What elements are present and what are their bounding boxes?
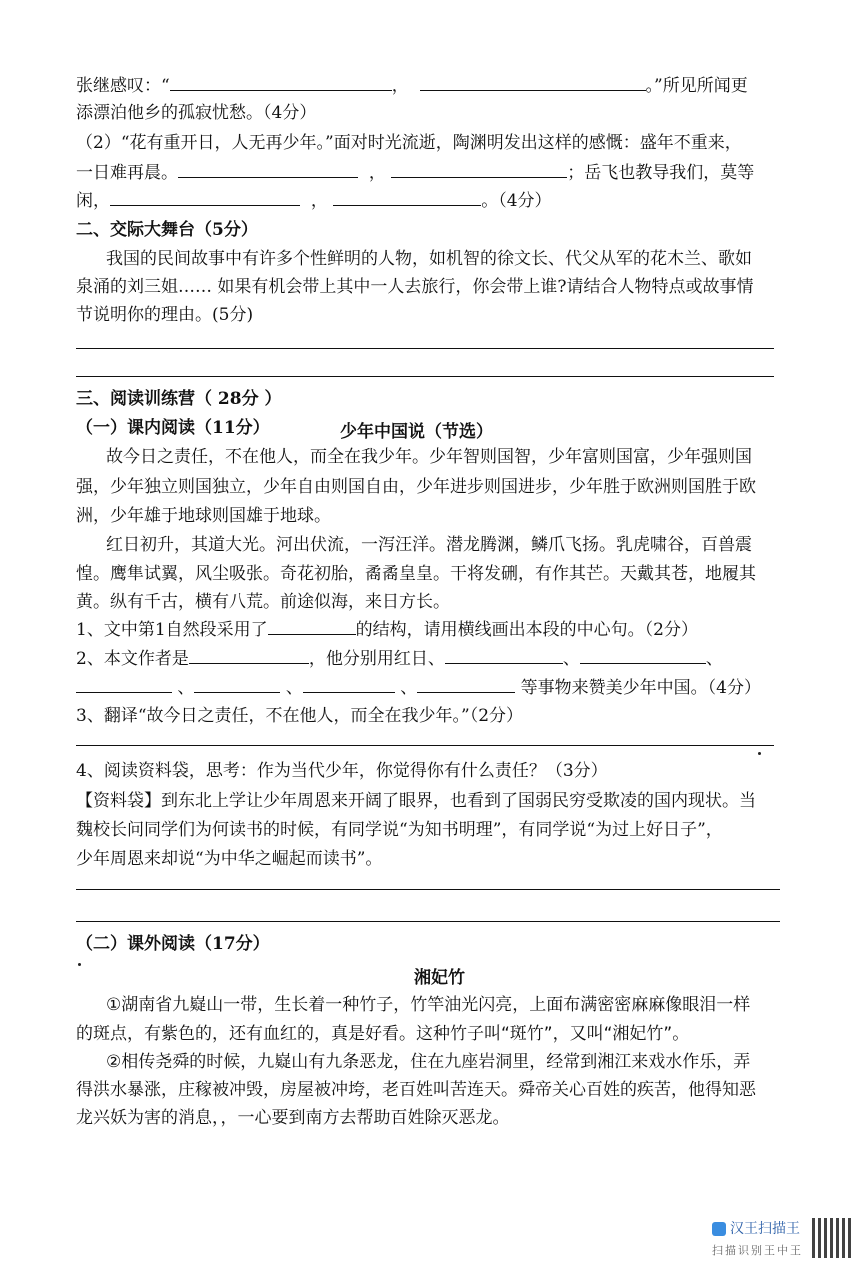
blank <box>580 647 706 664</box>
q1-line5-comma: ， <box>310 191 328 211</box>
blank <box>391 161 567 178</box>
passage2-line: 得洪水暴涨，庄稼被冲毁，房屋被冲垮，老百姓叫苦连天。舜帝关心百姓的疾苦，他得知恶 <box>76 1080 756 1100</box>
section2-p2: 泉涌的刘三姐…… 如果有机会带上其中一人去旅行，你会带上谁?请结合人物特点或故事情 <box>76 277 754 297</box>
ref-line: 【资料袋】到东北上学让少年周恩来开阔了眼界，也看到了国弱民穷受欺凌的国内现状。当 <box>76 791 756 811</box>
ref-line: 魏校长问同学们为何读书的时候，有同学说“为知书明理”，有同学说“为过上好日子”， <box>76 820 723 840</box>
blank <box>76 676 172 693</box>
blank <box>303 676 395 693</box>
q-text: 、 <box>562 649 580 669</box>
answer-line[interactable] <box>76 348 774 349</box>
q-text: ，他分别用红日、 <box>308 649 445 669</box>
q1-line5-end: 。（4分） <box>481 191 552 211</box>
passage2-line: ①湖南省九嶷山一带，生长着一种竹子，竹竿油光闪亮，上面布满密密麻麻像眼泪一样 <box>106 995 751 1015</box>
question-4: 4、阅读资料袋，思考：作为当代少年，你觉得你有什么责任？（3分） <box>76 761 608 781</box>
para2-line: 惶。鹰隼试翼，风尘吸张。奇花初胎，矞矞皇皇。干将发硎，有作其芒。天戴其苍，地履其 <box>76 564 756 584</box>
q1-line4-end: ；岳飞也教导我们，莫等 <box>567 163 755 183</box>
blank <box>417 676 515 693</box>
passage2-line: 的斑点，有紫色的，还有血红的，真是好看。这种竹子叫“斑竹”，又叫“湘妃竹”。 <box>76 1024 690 1044</box>
section3-sub2: （二）课外阅读（17分） <box>76 934 270 954</box>
blank <box>178 161 358 178</box>
para2-line: 红日初升，其道大光。河出伏流，一泻汪洋。潜龙腾渊，鳞爪飞扬。乳虎啸谷，百兽震 <box>106 535 752 555</box>
passage-title: 少年中国说（节选） <box>340 422 493 442</box>
scan-speck <box>78 963 81 966</box>
question-2 <box>76 647 800 670</box>
blank <box>333 189 481 206</box>
section2-p3: 节说明你的理由。(5分) <box>76 305 254 325</box>
qr-code-icon <box>812 1218 852 1258</box>
q1-line1-start: 张继感叹：“ <box>76 76 170 96</box>
question-1 <box>76 618 800 641</box>
q1-line4 <box>76 161 800 184</box>
passage2-line: ②相传尧舜的时候，九嶷山有九条恶龙，住在九座岩洞里，经常到湘江来戏水作乐，弄 <box>106 1052 751 1072</box>
para1-line: 洲，少年雄于地球则国雄于地球。 <box>76 506 331 526</box>
q-text: 、 <box>177 678 195 698</box>
q1-line2: 添漂泊他乡的孤寂忧愁。（4分） <box>76 103 317 123</box>
q1-line5-start: 闲， <box>76 191 110 211</box>
answer-line[interactable] <box>76 921 780 922</box>
ref-line: 少年周恩来却说“为中华之崛起而读书”。 <box>76 849 383 869</box>
section2-heading: 二、交际大舞台（5分） <box>76 220 258 240</box>
q-text: 2、本文作者是 <box>76 649 189 669</box>
blank <box>268 618 356 635</box>
q1-line1 <box>76 74 800 97</box>
passage2-title: 湘妃竹 <box>414 968 465 988</box>
passage2-line: 龙兴妖为害的消息，，一心要到南方去帮助百姓除灭恶龙。 <box>76 1108 510 1128</box>
section3-heading: 三、阅读训练营（ 28分 ） <box>76 389 282 409</box>
blank <box>110 189 300 206</box>
q-text: 的结构，请用横线画出本段的中心句。（2分） <box>355 620 698 640</box>
para1-line: 强，少年独立则国独立，少年自由则国自由，少年进步则国进步，少年胜于欧洲则国胜于欧 <box>76 477 756 497</box>
section2-p1: 我国的民间故事中有许多个性鲜明的人物，如机智的徐文长、代父从军的花木兰、歌如 <box>106 249 752 269</box>
q-text: 等事物来赞美少年中国。（4分） <box>520 678 761 698</box>
q1-line1-end: 。”所见所闻更 <box>645 76 748 96</box>
scanner-watermark <box>712 1218 852 1264</box>
q1-line4-start: 一日难再晨。 <box>76 163 178 183</box>
answer-line[interactable] <box>76 745 774 746</box>
q-text: 、 <box>705 649 723 669</box>
blank <box>170 74 392 91</box>
q1-line4-comma: ， <box>368 163 386 183</box>
q-text: 1、文中第1自然段采用了 <box>76 620 268 640</box>
question-2-cont <box>76 676 800 699</box>
app-logo-icon <box>712 1222 726 1236</box>
blank <box>189 647 309 664</box>
blank <box>445 647 563 664</box>
answer-line[interactable] <box>76 376 774 377</box>
q-text: 、 <box>400 678 418 698</box>
answer-line[interactable] <box>76 889 780 890</box>
blank <box>420 74 646 91</box>
watermark-sub: 扫描识别王中王 <box>712 1244 803 1257</box>
q1-line1-comma: ， <box>391 76 409 96</box>
q1-line5 <box>76 189 800 212</box>
blank <box>194 676 280 693</box>
question-3: 3、翻译“故今日之责任，不在他人，而全在我少年。”（2分） <box>76 706 524 726</box>
scan-speck <box>758 752 761 755</box>
section3-sub1: （一）课内阅读（11分） <box>76 418 270 438</box>
watermark-name: 汉王扫描王 <box>730 1221 800 1237</box>
para1-line: 故今日之责任，不在他人，而全在我少年。少年智则国智，少年富则国富，少年强则国 <box>106 447 752 467</box>
q-text: 、 <box>285 678 303 698</box>
para2-line: 黄。纵有千古，横有八荒。前途似海，来日方长。 <box>76 592 450 612</box>
q1-line3: （2）“花有重开日，人无再少年。”面对时光流逝，陶渊明发出这样的感慨：盛年不重来， <box>76 133 742 153</box>
